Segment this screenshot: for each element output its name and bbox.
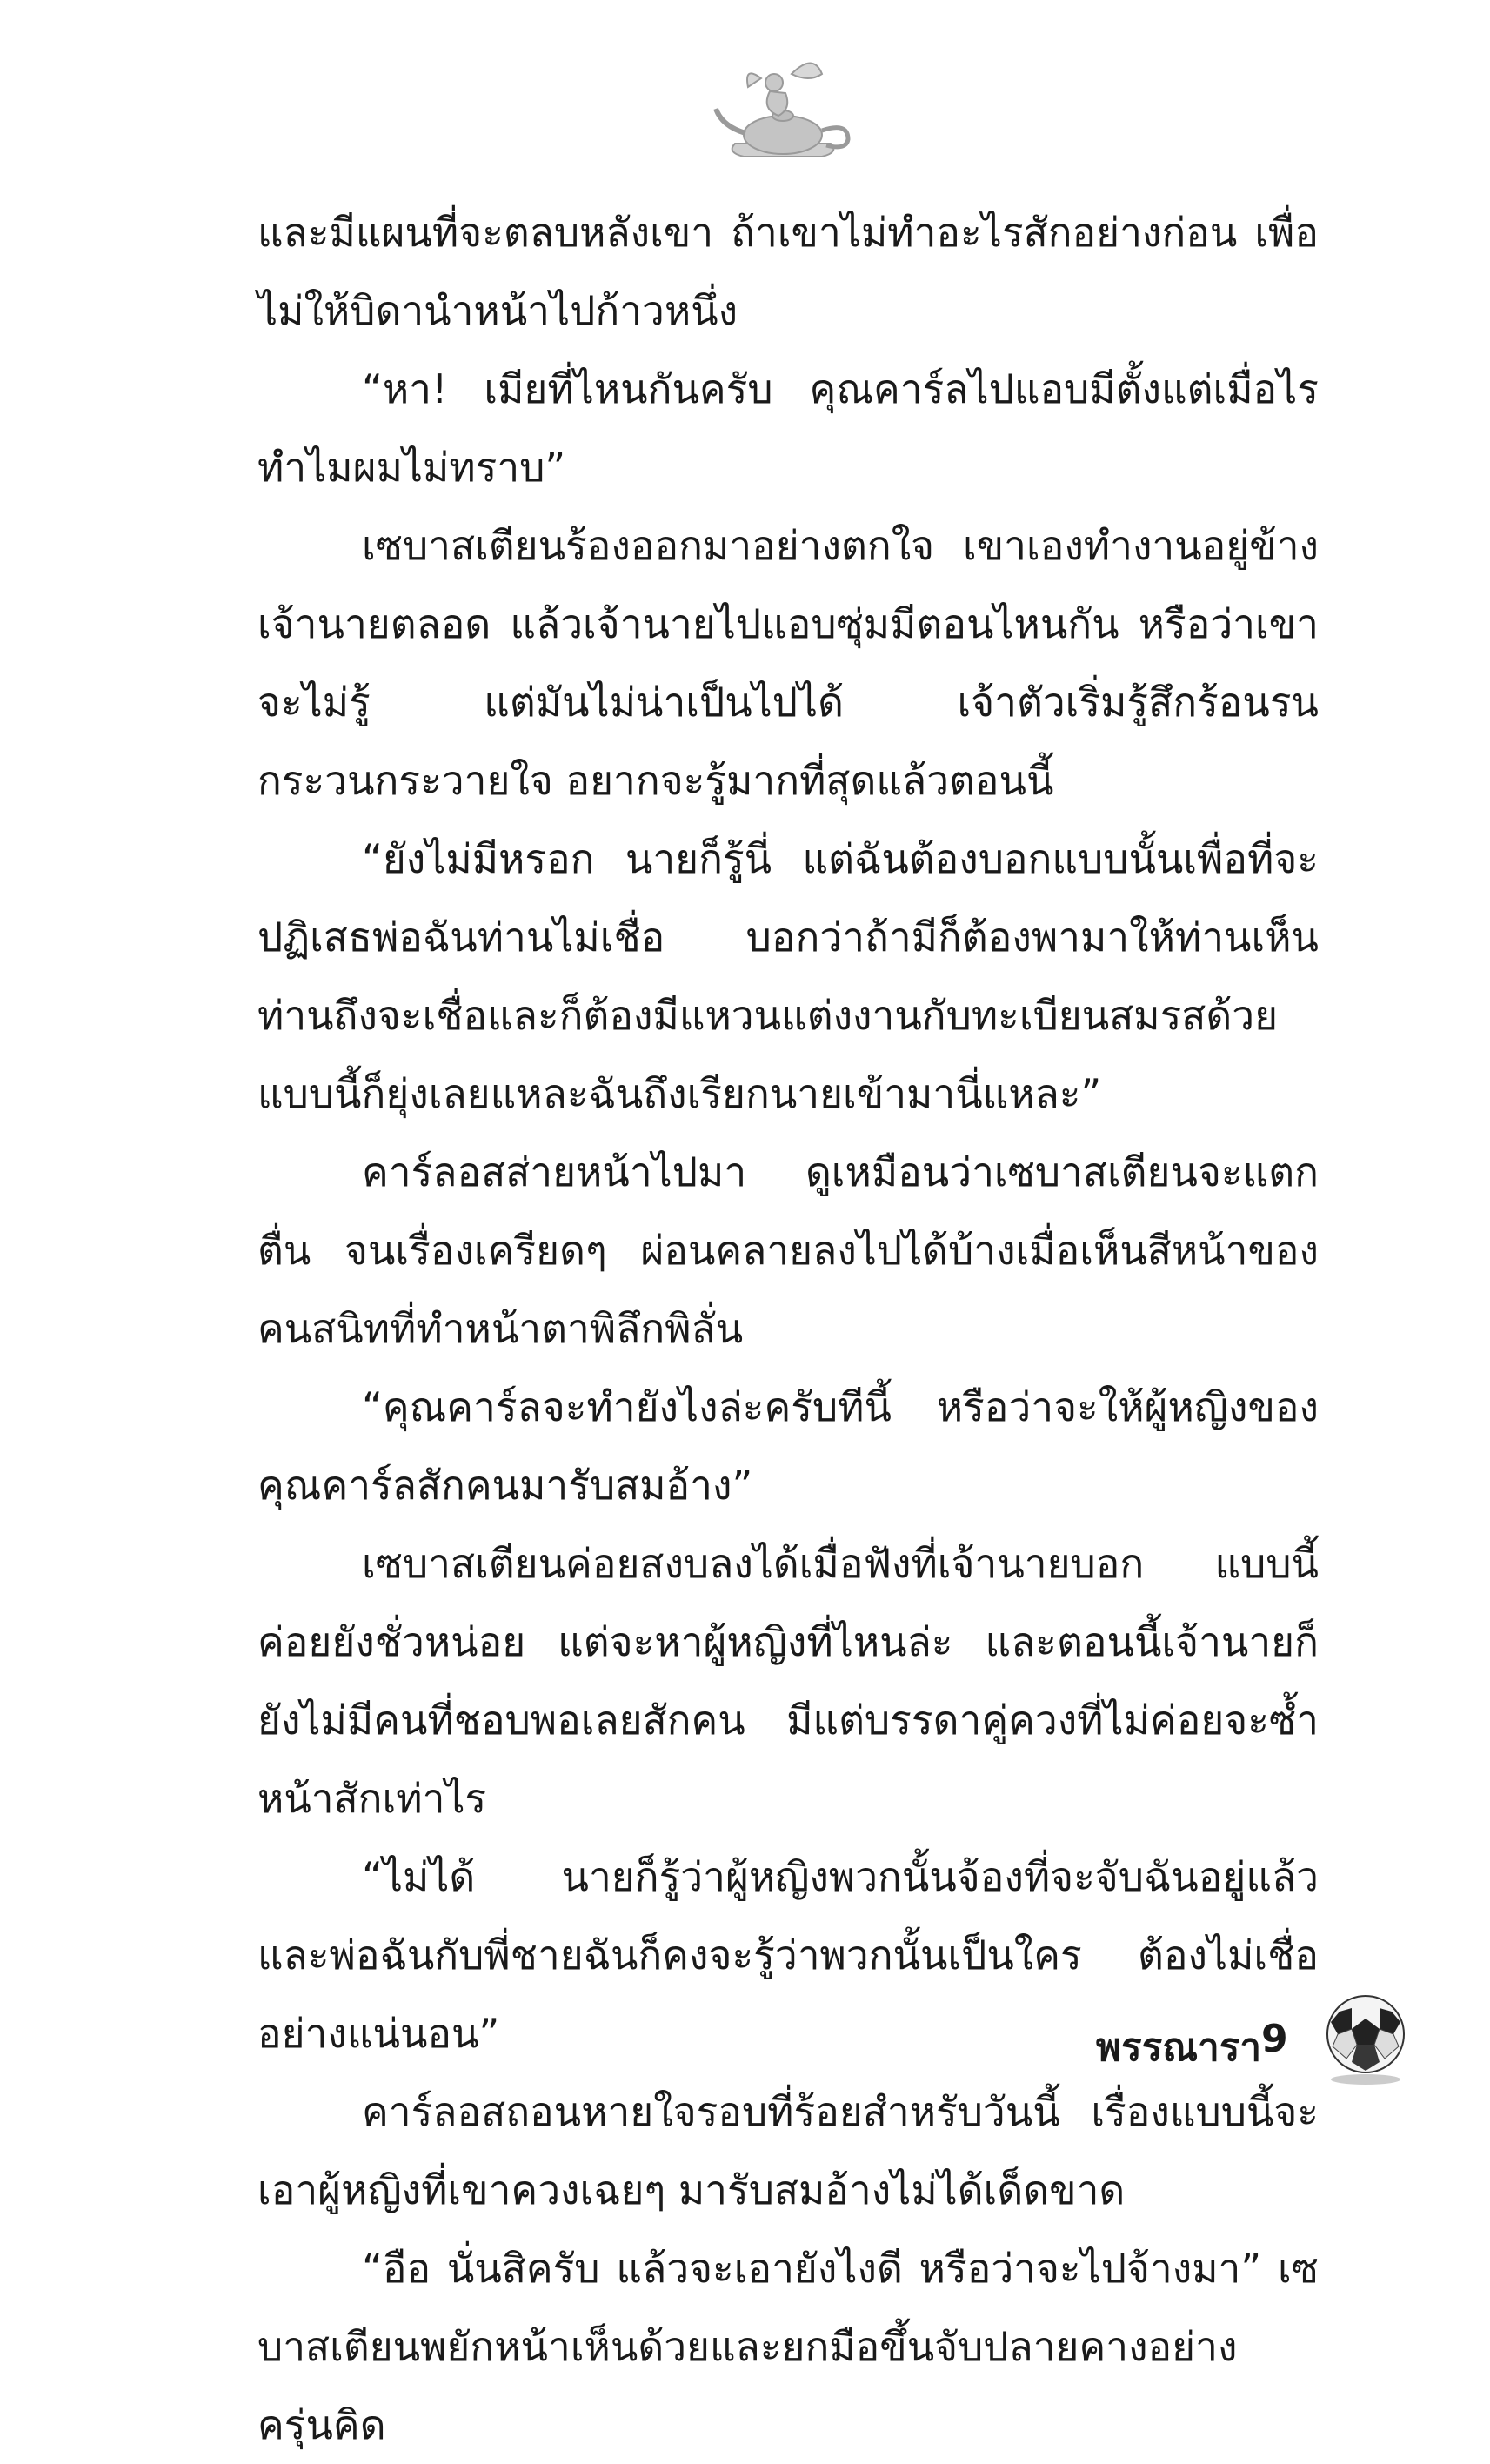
page-number: 9 bbox=[1261, 2017, 1288, 2061]
page-footer bbox=[1044, 1992, 1409, 2114]
body-text bbox=[257, 193, 1319, 2464]
teapot-cupid-icon bbox=[709, 48, 857, 178]
paragraph: คาร์ลอสถอนหายใจรอบที่ร้อยสำหรับวันนี้ เรื่องแบบนี้จะเอาผู้หญิงที่เขาควงเฉยๆ มารับสมอ้างไม่ได้เด็ดขาด bbox=[257, 2088, 1319, 2213]
paragraph: เซบาสเตียนค่อยสงบลงได้เมื่อฟังที่เจ้านายบอก แบบนี้ค่อยยังชั่วหน่อย แต่จะหาผู้หญิงที่ไหนล่ะ และตอนนี้เจ้านายก็ยังไม่มีคนที่ชอบพอเลยสักคน มีแต่บรรดาคู่ควงที่ไม่ค่อยจะซ้ำหน้าสักเท่าไร bbox=[257, 1540, 1319, 1822]
paragraph: “อือ นั่นสิครับ แล้วจะเอายังไงดี หรือว่าจะไปจ้างมา” เซบาสเตียนพยักหน้าเห็นด้วยและยกมือขึ้นจับปลายคางอย่างครุ่นคิด bbox=[257, 2245, 1319, 2448]
paragraph: “คุณคาร์ลจะทำยังไงล่ะครับทีนี้ หรือว่าจะให้ผู้หญิงของคุณคาร์ลสักคนมารับสมอ้าง” bbox=[257, 1383, 1319, 1509]
paragraph: “ยังไม่มีหรอก นายก็รู้นี่ แต่ฉันต้องบอกแบบนั้นเพื่อที่จะปฏิเสธพ่อฉันท่านไม่เชื่อ บอกว่าถ้ามีก็ต้องพามาให้ท่านเห็น ท่านถึงจะเชื่อและก็ต้องมีแหวนแต่งงานกับทะเบียนสมรสด้วย แบบนี้ก็ยุ่งเลยแหละฉันถึงเรียกนายเข้ามานี่แหละ” bbox=[257, 835, 1319, 1117]
book-title: พรรณารา bbox=[1096, 2025, 1262, 2070]
paragraph: “หา! เมียที่ไหนกันครับ คุณคาร์ลไปแอบมีตั้งแต่เมื่อไร ทำไมผมไม่ทราบ” bbox=[257, 365, 1319, 491]
paragraph: คาร์ลอสส่ายหน้าไปมา ดูเหมือนว่าเซบาสเตียนจะแตกตื่น จนเรื่องเครียดๆ ผ่อนคลายลงไปได้บ้างเมื่อเห็นสีหน้าของคนสนิทที่ทำหน้าตาพิลึกพิลั่น bbox=[257, 1148, 1319, 1352]
soccer-ball-icon bbox=[1322, 1992, 1409, 2088]
paragraph: และมีแผนที่จะตลบหลังเขา ถ้าเขาไม่ทำอะไรสักอย่างก่อน เพื่อไม่ให้บิดานำหน้าไปก้าวหนึ่ง bbox=[257, 209, 1319, 334]
paragraph: “ไม่ได้ นายก็รู้ว่าผู้หญิงพวกนั้นจ้องที่จะจับฉันอยู่แล้ว และพ่อฉันกับพี่ชายฉันก็คงจะรู้ว่าพวกนั้นเป็นใคร ต้องไม่เชื่ออย่างแน่นอน” bbox=[257, 1853, 1319, 2057]
paragraph: เซบาสเตียนร้องออกมาอย่างตกใจ เขาเองทำงานอยู่ข้างเจ้านายตลอด แล้วเจ้านายไปแอบซุ่มมีตอนไหนกัน หรือว่าเขาจะไม่รู้ แต่มันไม่น่าเป็นไปได้ เจ้าตัวเริ่มรู้สึกร้อนรนกระวนกระวายใจ อยากจะรู้มากที่สุดแล้วตอนนี้ bbox=[257, 522, 1319, 804]
